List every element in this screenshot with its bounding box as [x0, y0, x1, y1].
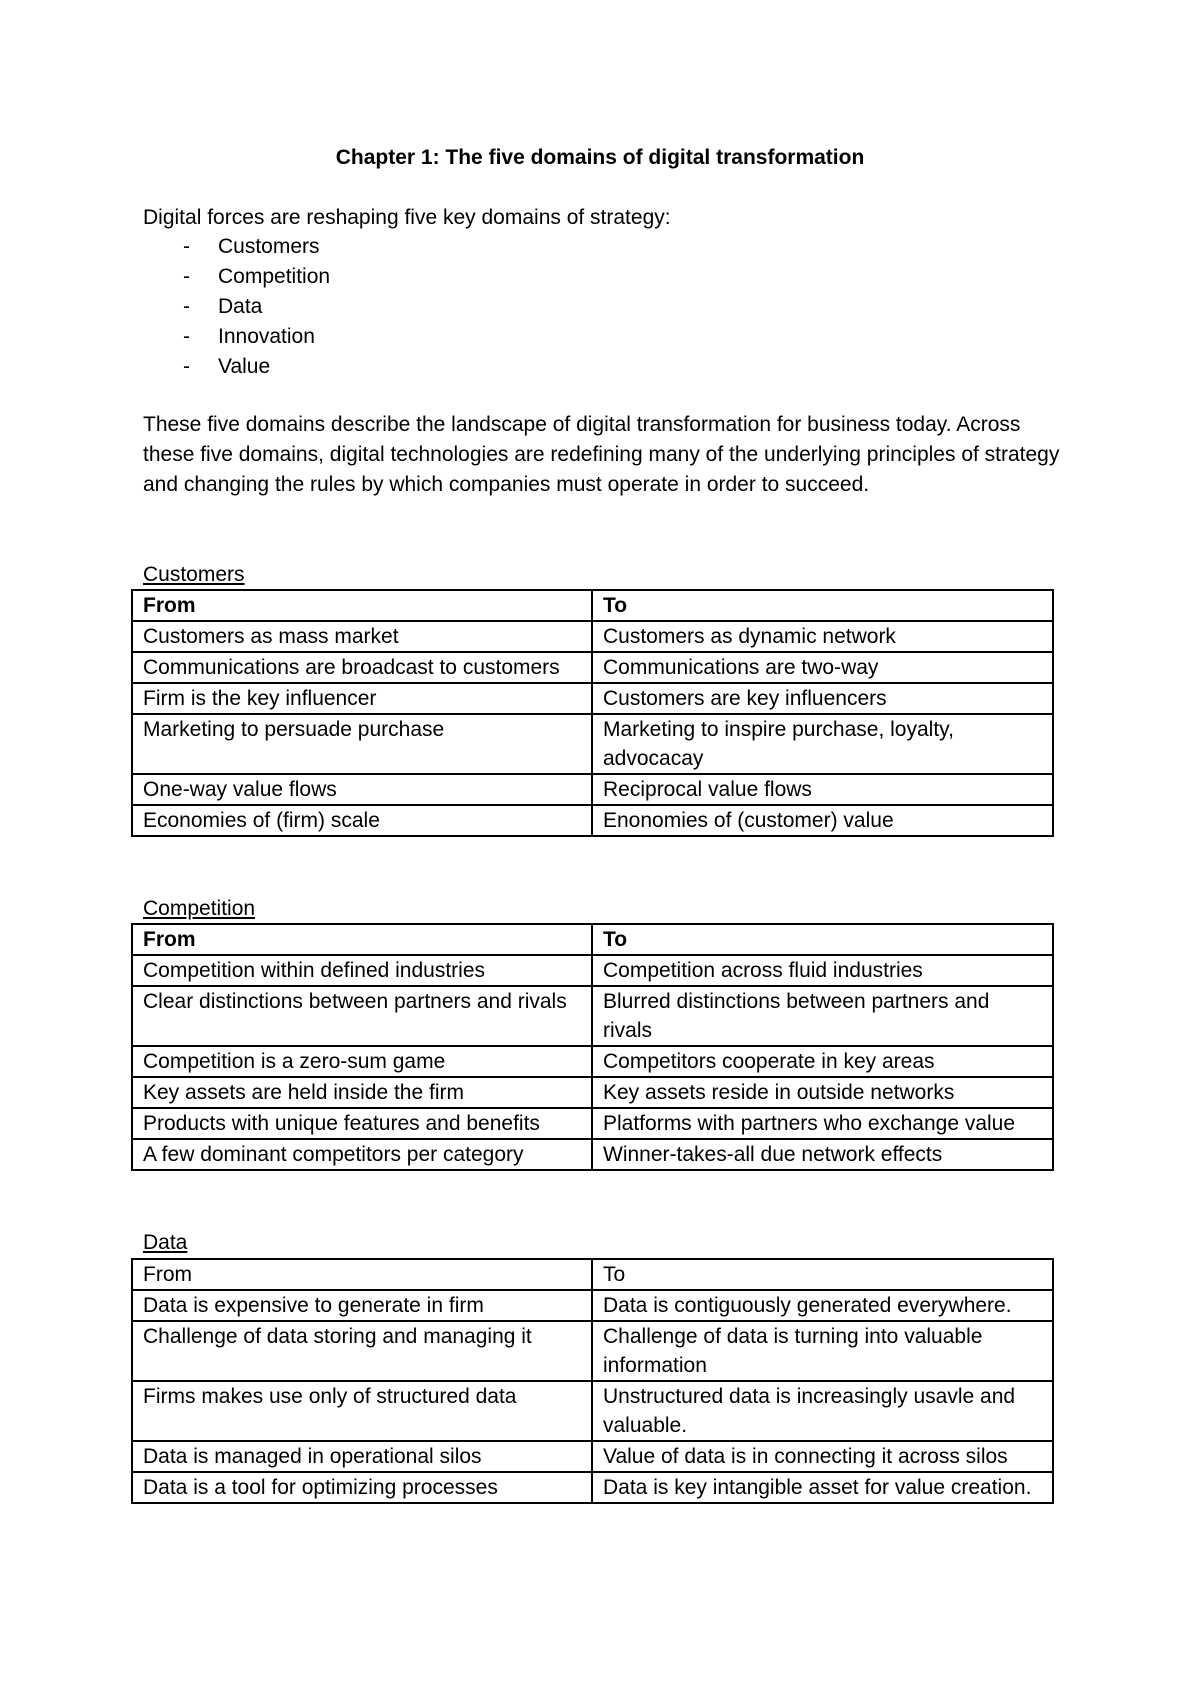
table-row — [132, 1139, 1053, 1170]
table-cell-to: Customers as dynamic network — [592, 621, 1053, 652]
column-header-from: From — [132, 924, 592, 955]
bullet-marker: - — [183, 325, 190, 348]
table-cell-to: Marketing to inspire purchase, loyalty, advocacay — [592, 714, 1053, 774]
section-heading-data: Data — [143, 1231, 188, 1254]
table-cell-from: Competition within defined industries — [132, 955, 592, 986]
body-paragraph: These five domains describe the landscape of digital transformation for business today. Across these five domains, digital technologies are redefining many of the underlying principles of strategy and changing the rules by which companies must operate in order to succeed. — [143, 413, 1060, 496]
table-cell-to: Competition across fluid industries — [592, 955, 1053, 986]
table-row — [132, 1472, 1053, 1503]
table-row — [132, 714, 1053, 774]
table-cell-to: Communications are two-way — [592, 652, 1053, 683]
table-row — [132, 1290, 1053, 1321]
data-table — [131, 1258, 1054, 1504]
table-row — [132, 621, 1053, 652]
intro-text: Digital forces are reshaping five key domains of strategy: — [143, 206, 671, 229]
table-cell-from: Communications are broadcast to customers — [132, 652, 592, 683]
table-row — [132, 1046, 1053, 1077]
list-item-label: Value — [218, 355, 271, 378]
table-cell-from: Key assets are held inside the firm — [132, 1077, 592, 1108]
table-cell-from: Customers as mass market — [132, 621, 592, 652]
table-cell-from: Challenge of data storing and managing it — [132, 1321, 592, 1381]
table-cell-to: Value of data is in connecting it across silos — [592, 1441, 1053, 1472]
table-cell-to: Customers are key influencers — [592, 683, 1053, 714]
table-cell-from: Products with unique features and benefits — [132, 1108, 592, 1139]
table-cell-to: Blurred distinctions between partners and rivals — [592, 986, 1053, 1046]
table-cell-from: Data is managed in operational silos — [132, 1441, 592, 1472]
bullet-marker: - — [183, 265, 190, 288]
table-row — [132, 774, 1053, 805]
column-header-to: To — [592, 924, 1053, 955]
table-row — [132, 1381, 1053, 1441]
list-item — [143, 262, 330, 292]
table-cell-from: Data is a tool for optimizing processes — [132, 1472, 592, 1503]
bullet-marker: - — [183, 355, 190, 378]
chapter-title: Chapter 1: The five domains of digital transformation — [335, 146, 865, 169]
table-cell-from: Firms makes use only of structured data — [132, 1381, 592, 1441]
list-item-label: Innovation — [218, 325, 315, 348]
bullet-marker: - — [183, 235, 190, 258]
table-cell-to: Enonomies of (customer) value — [592, 805, 1053, 836]
list-item — [143, 232, 330, 262]
column-header-from: From — [132, 590, 592, 621]
table-cell-from: One-way value flows — [132, 774, 592, 805]
list-item — [143, 322, 330, 352]
table-cell-from: Competition is a zero-sum game — [132, 1046, 592, 1077]
table-cell-from: Marketing to persuade purchase — [132, 714, 592, 774]
bullet-marker: - — [183, 295, 190, 318]
table-row — [132, 652, 1053, 683]
section-heading-competition: Competition — [143, 897, 256, 920]
table-cell-to: Competitors cooperate in key areas — [592, 1046, 1053, 1077]
table-cell-to: Data is contiguously generated everywhere. — [592, 1290, 1053, 1321]
competition-table — [131, 923, 1054, 1171]
table-cell-from: Data is expensive to generate in firm — [132, 1290, 592, 1321]
table-row — [132, 986, 1053, 1046]
table-cell-to: Unstructured data is increasingly usavle and valuable. — [592, 1381, 1053, 1441]
table-cell-to: Reciprocal value flows — [592, 774, 1053, 805]
table-cell-to: Winner-takes-all due network effects — [592, 1139, 1053, 1170]
table-row — [132, 1441, 1053, 1472]
table-header-row — [132, 590, 1053, 621]
section-heading-customers: Customers — [143, 563, 245, 586]
table-cell-to: Challenge of data is turning into valuable information — [592, 1321, 1053, 1381]
table-row — [132, 683, 1053, 714]
table-cell-to: Data is key intangible asset for value creation. — [592, 1472, 1053, 1503]
table-row — [132, 805, 1053, 836]
table-cell-from: Economies of (firm) scale — [132, 805, 592, 836]
table-header-row — [132, 1259, 1053, 1290]
column-header-to: To — [592, 590, 1053, 621]
list-item — [143, 292, 330, 322]
table-cell-from: Firm is the key influencer — [132, 683, 592, 714]
table-cell-to: Key assets reside in outside networks — [592, 1077, 1053, 1108]
column-header-to: To — [592, 1259, 1053, 1290]
table-row — [132, 1077, 1053, 1108]
list-item-label: Competition — [218, 265, 331, 288]
table-row — [132, 1108, 1053, 1139]
table-row — [132, 1321, 1053, 1381]
table-cell-from: Clear distinctions between partners and rivals — [132, 986, 592, 1046]
table-row — [132, 955, 1053, 986]
table-cell-from: A few dominant competitors per category — [132, 1139, 592, 1170]
list-item — [143, 352, 330, 382]
domain-list — [143, 232, 330, 382]
column-header-from: From — [132, 1259, 592, 1290]
table-cell-to: Platforms with partners who exchange value — [592, 1108, 1053, 1139]
customers-table — [131, 589, 1054, 837]
list-item-label: Customers — [218, 235, 320, 258]
list-item-label: Data — [218, 295, 263, 318]
table-header-row — [132, 924, 1053, 955]
